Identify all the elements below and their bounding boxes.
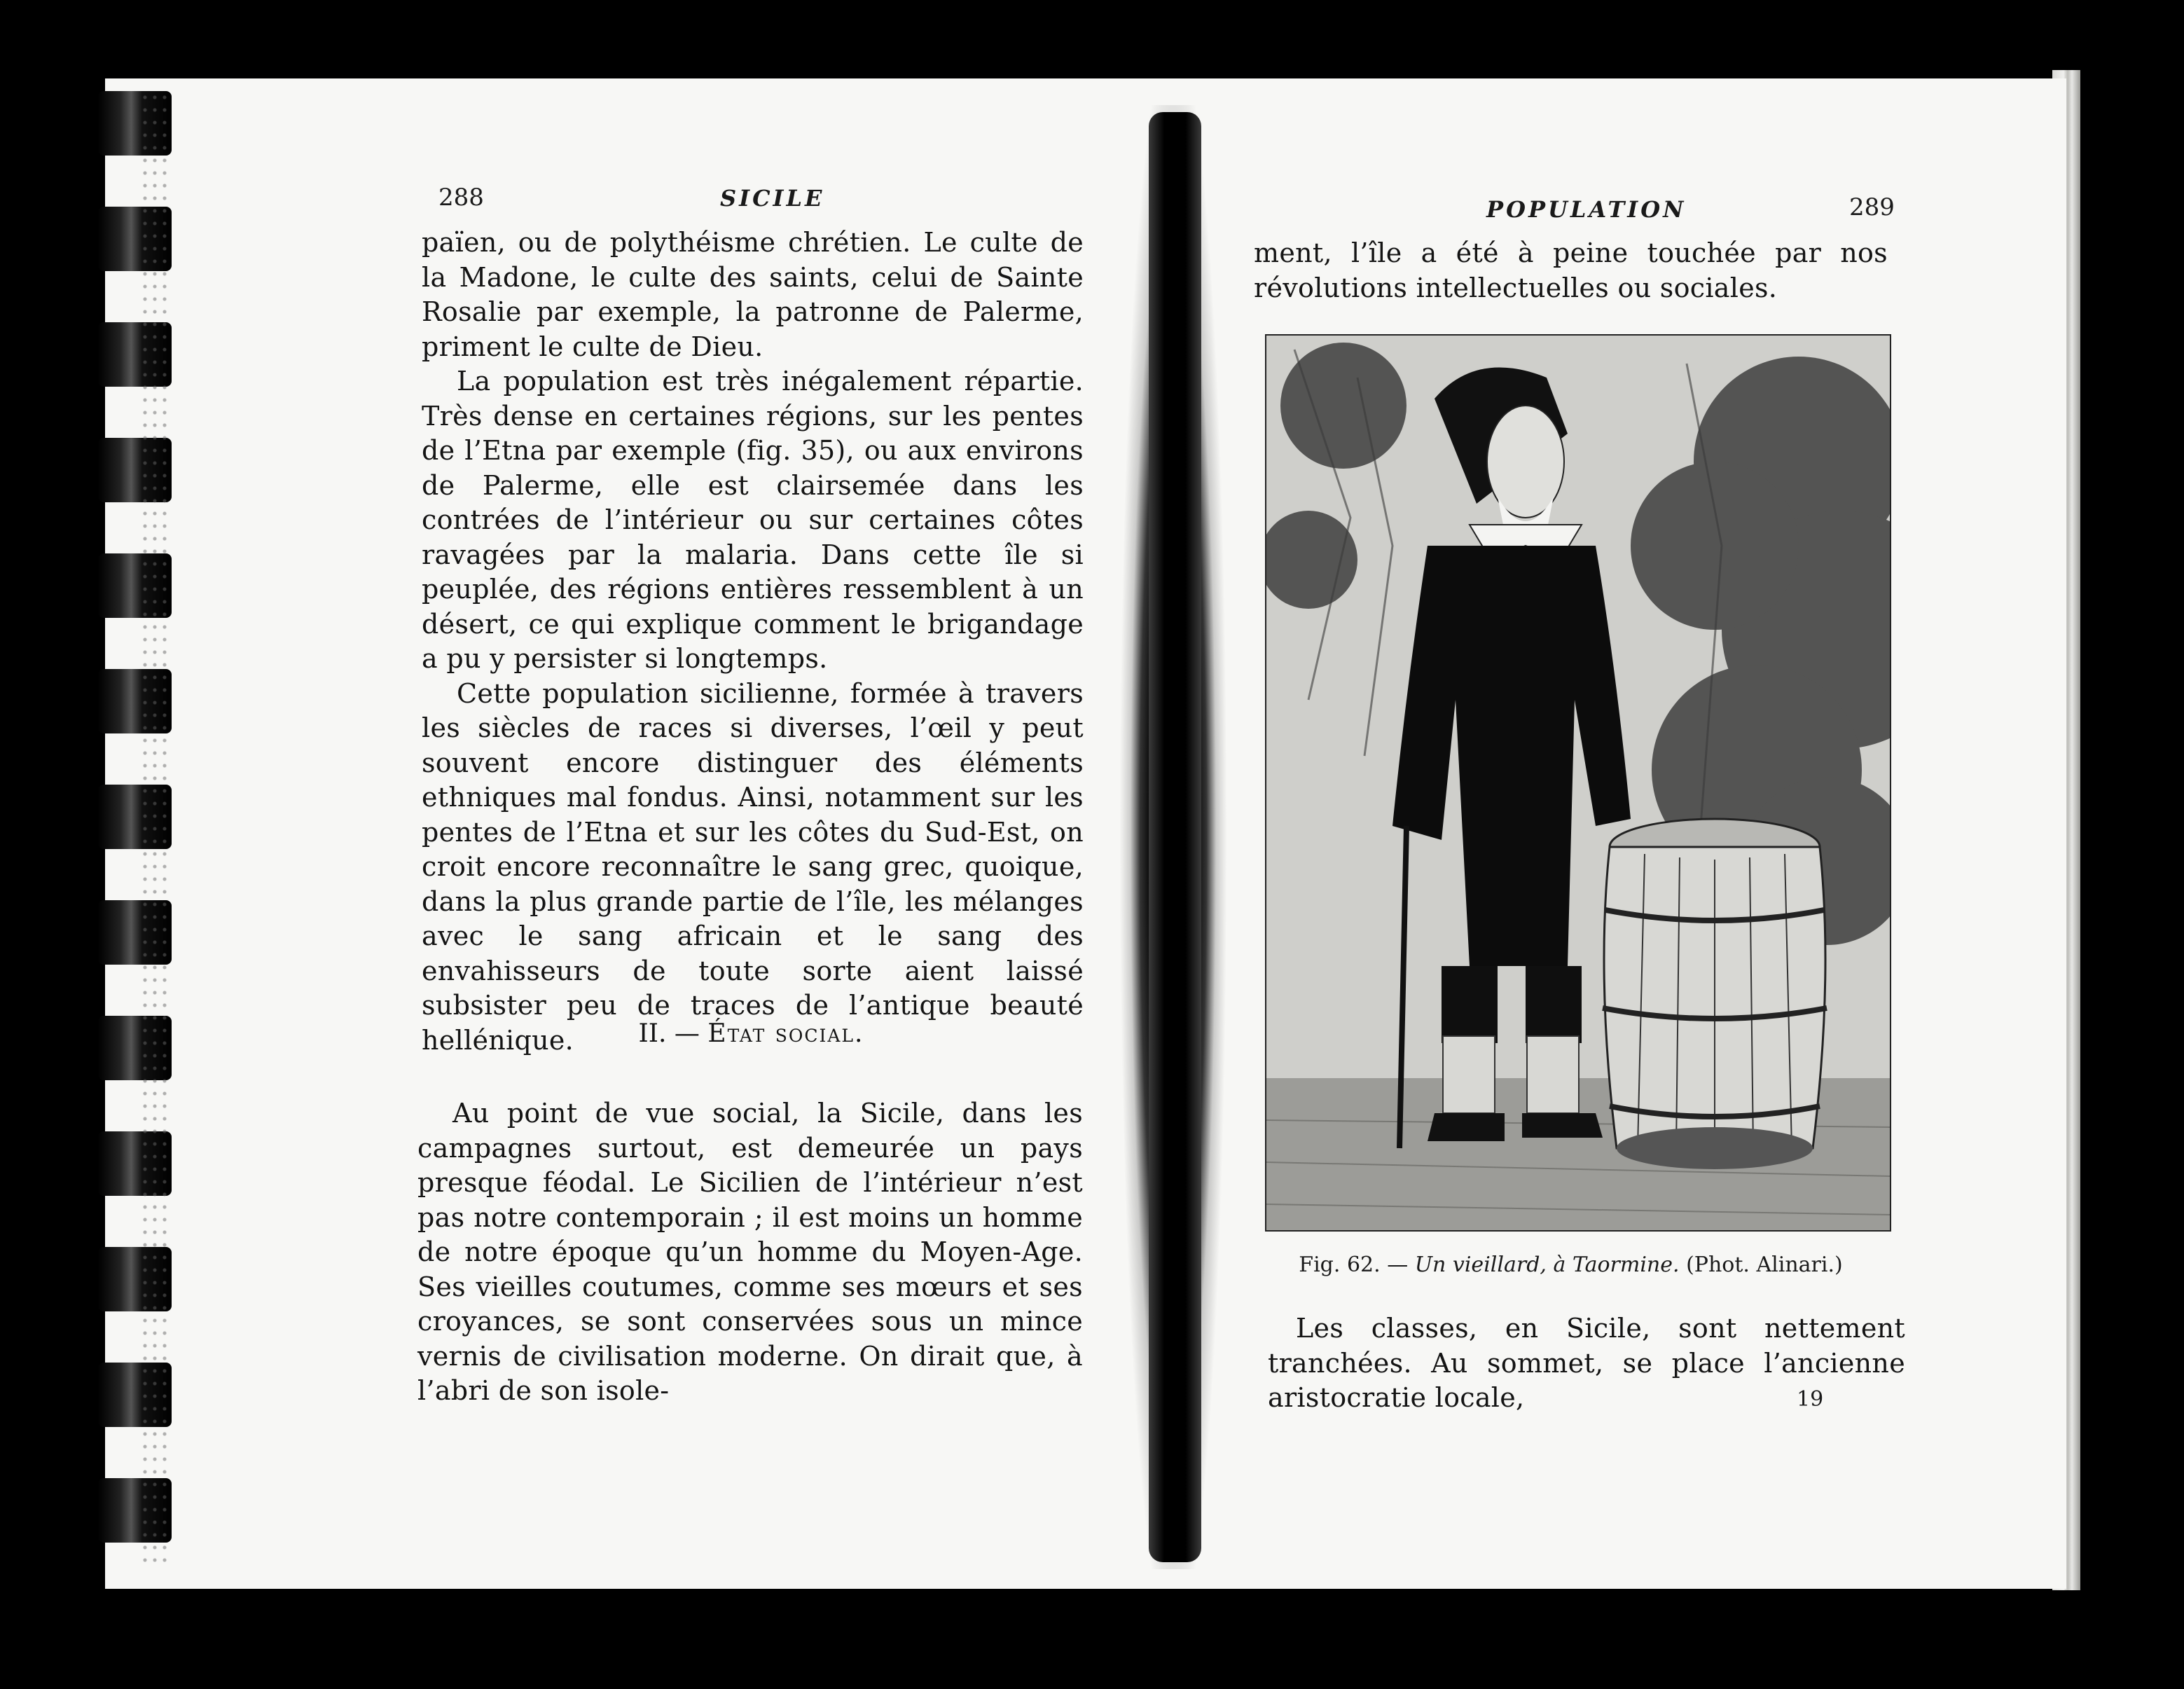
paragraph: païen, ou de polythéisme chrétien. Le culte de la Madone, le culte des saints, celui de Sainte Rosalie par exemple, la patronne de Palerme, priment le culte de Dieu. — [422, 227, 1084, 362]
figure-label: Fig. 62. — — [1299, 1253, 1409, 1277]
left-page-number: 288 — [438, 184, 484, 212]
binding-perforation — [140, 91, 168, 1562]
right-page-number: 289 — [1849, 193, 1895, 221]
paragraph: ment, l’île a été à peine touchée par nos révolutions intellectuelles ou sociales. — [1254, 237, 1888, 303]
paragraph: Cette population sicilienne, formée à travers les siècles de races si diverses, l’œil y peut souvent encore distinguer des éléments ethniques mal fondus. Ainsi, notamment sur les pentes de l’Etna et sur les côtes du Sud-Est, on croit encore reconnaître le sang grec, quoique, dans la plus grande partie de l’île, les mélanges avec le sang africain et le sang des envahisseurs de toute sorte aient laissé subsister peu de traces de l’antique beauté hellénique. — [422, 677, 1084, 1056]
figure-caption — [1254, 1253, 1888, 1277]
paragraph: La population est très inégalement répartie. Très dense en certaines régions, sur les pentes de l’Etna par exemple (fig. 35), ou aux environs de Palerme, elle est clairsemée dans les contrées de l’intérieur ou sur certaines côtes ravagées par la malaria. Dans cette île si peuplée, des régions entières ressemblent à un désert, ce qui explique comment le brigandage a pu y persister si longtemps. — [422, 366, 1084, 674]
paragraph: Au point de vue social, la Sicile, dans les campagnes surtout, est demeurée un pays presque féodal. Le Sicilien de l’intérieur n’est pas notre contemporain ; il est moins un homme de notre époque qu’un homme du Moyen-Age. Ses vieilles coutumes, comme ses mœurs et ses croyances, se sont conservées sous un mince vernis de civilisation moderne. On dirait que, à l’abri de son isole- — [417, 1098, 1083, 1406]
section-number: II. — — [638, 1019, 700, 1048]
section-title: État social. — [707, 1019, 864, 1048]
left-page-body-continued — [417, 1096, 1083, 1409]
paragraph: Les classes, en Sicile, sont nettement tranchées. Au sommet, se place l’ancienne aristocratie locale, — [1268, 1313, 1905, 1413]
photograph-old-man-taormina — [1265, 334, 1891, 1232]
signature-mark: 19 — [1797, 1387, 1824, 1412]
barrel — [1603, 819, 1827, 1169]
right-running-head: POPULATION — [1486, 196, 1687, 223]
left-running-head: SICILE — [720, 185, 825, 212]
figure-title: Un vieillard, à Taormine. — [1414, 1253, 1680, 1277]
book-gutter — [1149, 112, 1201, 1562]
right-page-body-top — [1254, 236, 1888, 305]
photo-illustration — [1266, 336, 1890, 1230]
figure-credit: (Phot. Alinari.) — [1686, 1253, 1843, 1277]
section-heading — [420, 1019, 1082, 1048]
left-page-body — [422, 226, 1084, 1058]
